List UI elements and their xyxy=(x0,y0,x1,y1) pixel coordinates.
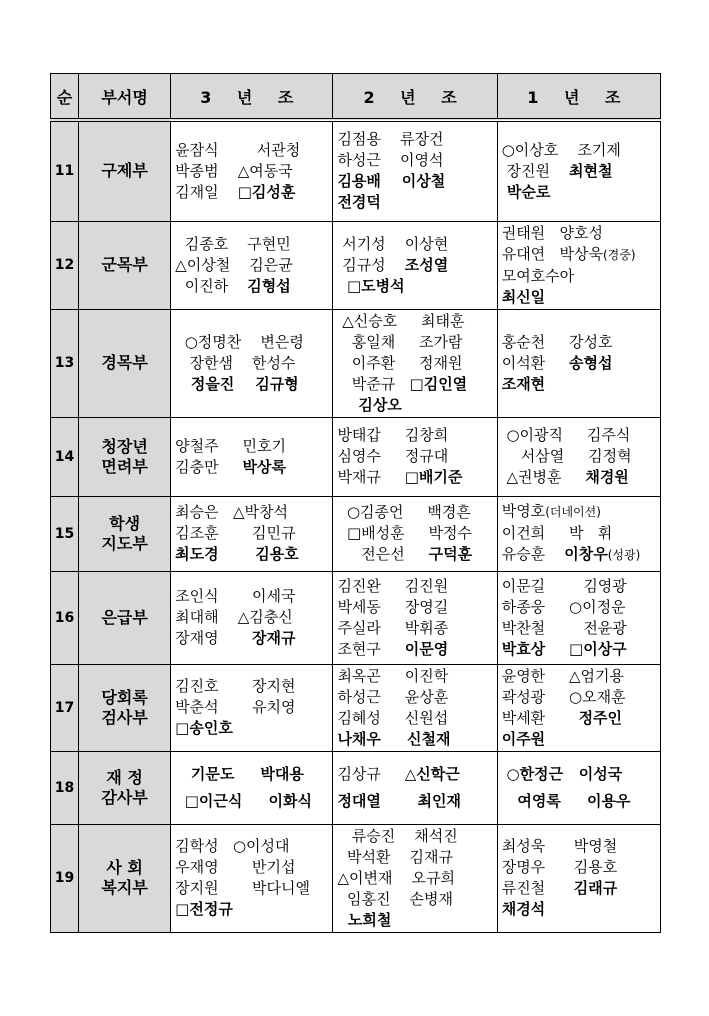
header-number: 순 xyxy=(51,74,79,121)
member-line xyxy=(502,353,660,374)
member-line xyxy=(337,234,496,255)
member-name: 채경석 xyxy=(501,900,546,918)
member-name: 최대해 △김충신 xyxy=(175,608,293,626)
department-name-line: 은급부 xyxy=(101,607,148,627)
member-line xyxy=(502,597,660,618)
department-name xyxy=(79,417,171,496)
member-line xyxy=(502,666,660,687)
member-name: 김성훈 xyxy=(251,182,296,201)
members-y1 xyxy=(497,824,660,932)
member-line xyxy=(337,502,496,523)
member-name: (성광) xyxy=(607,548,641,562)
department-name-line: 감사부 xyxy=(101,787,148,807)
table-row xyxy=(51,751,661,824)
members-y1 xyxy=(497,571,660,664)
member-line xyxy=(337,276,496,297)
member-name: 김종호 구현민 xyxy=(175,234,291,253)
member-name: 유대연 박상욱 xyxy=(501,244,603,263)
member-name: 도병석 xyxy=(361,276,405,295)
member-line xyxy=(502,523,660,544)
member-name: 임홍진 손병재 xyxy=(337,889,453,908)
member-line xyxy=(337,353,496,374)
member-name: 조현구 xyxy=(337,639,405,658)
department-name-line: 구제부 xyxy=(101,161,148,181)
member-name: 여영록 이용우 xyxy=(501,791,631,810)
member-name: 곽성광 ○오재훈 xyxy=(501,687,626,706)
member-line xyxy=(337,129,496,150)
member-name: 장명우 김용호 xyxy=(501,858,618,876)
member-line xyxy=(175,140,332,161)
members-y2 xyxy=(333,824,497,932)
member-line xyxy=(502,140,660,161)
member-name: △권병훈 xyxy=(501,468,586,486)
member-name: 이문영 xyxy=(404,639,449,658)
member-name: 최성욱 박영철 xyxy=(501,837,618,855)
member-line xyxy=(337,467,496,488)
department-name-line: 지도부 xyxy=(101,533,148,553)
row-number: 17 xyxy=(51,664,79,751)
table-row xyxy=(51,120,661,221)
member-name: 류승진 채석진 xyxy=(337,826,458,845)
member-line xyxy=(502,374,660,395)
table-row xyxy=(51,417,661,496)
table-row xyxy=(51,571,661,664)
member-name: □ xyxy=(337,276,362,295)
members-y3 xyxy=(171,309,333,417)
row-number: 16 xyxy=(51,571,79,664)
member-name: 김진완 김진원 xyxy=(337,576,449,595)
member-line xyxy=(337,791,496,812)
member-line xyxy=(502,576,660,597)
member-line xyxy=(337,332,496,353)
member-name: 최옥곤 이진학 xyxy=(337,666,449,685)
member-name: 정대열 최인재 xyxy=(337,791,461,810)
member-name: 신학근 xyxy=(416,764,460,783)
member-line xyxy=(502,708,660,729)
department-name-line: 청장년 xyxy=(101,436,148,456)
member-name: 권태원 양호성 xyxy=(501,223,603,242)
members-y1 xyxy=(497,221,660,309)
member-name: 이주원 xyxy=(501,729,546,748)
member-line xyxy=(175,502,332,523)
member-line xyxy=(175,161,332,182)
member-line xyxy=(175,836,332,857)
member-name: 장지원 박다니엘 xyxy=(175,879,310,897)
header-department: 부서명 xyxy=(79,74,171,121)
member-name: 윤영한 △엄기용 xyxy=(501,666,625,685)
member-name: 김재일 □ xyxy=(175,182,252,201)
member-name: 류진철 xyxy=(501,879,574,897)
member-name: 김상오 xyxy=(337,395,402,414)
member-name: 윤잠식 서관청 xyxy=(175,140,301,159)
table-row xyxy=(51,221,661,309)
member-name: □ xyxy=(545,639,584,658)
member-line xyxy=(175,353,332,374)
member-name: 박찬철 전윤광 xyxy=(501,618,627,637)
row-number: 14 xyxy=(51,417,79,496)
member-name: 최신일 xyxy=(501,287,546,306)
members-y3 xyxy=(171,496,333,571)
member-line xyxy=(502,618,660,639)
member-name: 박석환 김재규 xyxy=(337,847,453,866)
row-number: 11 xyxy=(51,120,79,221)
members-y2 xyxy=(333,571,497,664)
members-y2 xyxy=(333,664,497,751)
member-name: 홍순천 강성호 xyxy=(501,332,613,351)
member-name: 양철주 민호기 xyxy=(175,436,286,455)
member-line xyxy=(502,729,660,750)
department-name-line: 사 회 xyxy=(106,858,143,877)
member-line xyxy=(175,857,332,878)
member-name: 장재영 xyxy=(175,629,253,647)
department-name-line: 경목부 xyxy=(101,353,148,372)
member-name: (더네이션) xyxy=(545,505,601,519)
member-name: 이문길 김영광 xyxy=(501,576,627,595)
member-name: 주실라 박휘종 xyxy=(337,618,449,637)
members-y1 xyxy=(497,309,660,417)
member-name: 조재현 xyxy=(501,374,546,393)
member-line xyxy=(337,446,496,467)
member-line xyxy=(337,847,496,868)
members-y1 xyxy=(497,120,660,221)
table-row xyxy=(51,824,661,932)
member-line xyxy=(337,764,496,785)
member-line xyxy=(502,899,660,920)
members-y1 xyxy=(497,417,660,496)
table-row xyxy=(51,496,661,571)
member-line xyxy=(502,791,660,812)
department-name-line: 면려부 xyxy=(101,456,148,476)
member-line xyxy=(175,255,332,276)
member-name: 전은선 xyxy=(337,545,429,563)
member-name: 하성근 이영석 xyxy=(337,151,444,170)
member-line xyxy=(337,910,496,931)
member-line xyxy=(502,764,660,785)
members-y3 xyxy=(171,417,333,496)
member-line xyxy=(337,523,496,544)
member-line xyxy=(175,764,332,785)
member-line xyxy=(175,791,332,812)
member-name: 김용배 이상철 xyxy=(337,172,446,191)
members-y3 xyxy=(171,120,333,221)
member-line xyxy=(175,374,332,395)
member-name: 박순로 xyxy=(501,182,551,201)
member-name: 김진호 장지현 xyxy=(175,677,296,695)
department-name xyxy=(79,221,171,309)
member-line xyxy=(337,826,496,847)
members-y2 xyxy=(333,120,497,221)
member-name: (경중) xyxy=(602,247,636,262)
member-line xyxy=(502,223,660,244)
member-name: △신승호 최태훈 xyxy=(337,311,465,330)
member-name: 나채우 신철재 xyxy=(337,729,451,748)
member-line xyxy=(337,708,496,729)
row-number: 18 xyxy=(51,751,79,824)
member-line xyxy=(337,171,496,192)
member-line xyxy=(502,467,660,488)
member-line xyxy=(502,544,660,566)
department-name-line: 복지부 xyxy=(101,878,148,897)
member-line xyxy=(337,395,496,416)
members-y3 xyxy=(171,751,333,824)
table-row xyxy=(51,309,661,417)
member-line xyxy=(337,425,496,446)
member-name: 정을진 김규형 xyxy=(175,374,299,393)
member-name: 김조훈 김민규 xyxy=(175,524,296,542)
member-name: 김혜성 신원섭 xyxy=(337,708,449,727)
member-name: 김규성 xyxy=(337,255,405,274)
member-line xyxy=(502,425,660,446)
member-name: 이석환 xyxy=(501,353,570,372)
member-name: 송인호 xyxy=(189,719,233,737)
member-name: 우재영 반기섭 xyxy=(175,858,296,876)
member-name: 김충만 xyxy=(175,457,243,476)
member-line xyxy=(337,618,496,639)
member-name: 김인열 xyxy=(423,374,468,393)
members-y3 xyxy=(171,664,333,751)
member-line xyxy=(502,639,660,660)
department-name xyxy=(79,571,171,664)
member-name: 이진하 xyxy=(175,276,248,295)
member-line xyxy=(337,311,496,332)
members-y2 xyxy=(333,309,497,417)
member-line xyxy=(337,687,496,708)
member-line xyxy=(175,899,332,920)
member-line xyxy=(337,889,496,910)
member-name: 구덕훈 xyxy=(428,545,473,563)
member-name: 하종웅 ○이정운 xyxy=(501,597,626,616)
member-name: □ xyxy=(175,719,190,737)
table-row xyxy=(51,664,661,751)
member-name: 유승훈 xyxy=(501,545,565,563)
members-y3 xyxy=(171,571,333,664)
member-name: △이변재 오규희 xyxy=(337,868,455,887)
member-name: 조인식 이세국 xyxy=(175,587,296,605)
member-line xyxy=(175,718,332,739)
member-name: 장한샘 한성수 xyxy=(175,353,296,372)
member-name: 이상구 xyxy=(583,639,627,658)
department-name-line: 군목부 xyxy=(101,255,148,274)
member-name: 박세동 장영길 xyxy=(337,597,449,616)
members-y2 xyxy=(333,221,497,309)
member-name: ○이광직 김주식 xyxy=(501,426,631,444)
member-name: 박춘석 유치영 xyxy=(175,698,296,716)
member-name: 이주환 정재원 xyxy=(337,353,463,372)
row-number: 15 xyxy=(51,496,79,571)
member-name: 박준규 □ xyxy=(337,374,424,393)
member-name: 박영호 xyxy=(501,502,546,520)
member-name: 하성근 윤상훈 xyxy=(337,687,449,706)
members-y2 xyxy=(333,751,497,824)
member-line xyxy=(502,836,660,857)
department-name xyxy=(79,824,171,932)
member-line xyxy=(337,729,496,750)
member-line xyxy=(175,523,332,544)
member-line xyxy=(502,161,660,182)
member-line xyxy=(175,457,332,478)
member-line xyxy=(337,868,496,889)
member-name: 김형섭 xyxy=(247,276,291,295)
member-line xyxy=(502,182,660,203)
member-line xyxy=(337,576,496,597)
member-name: 최현철 xyxy=(569,161,613,180)
department-name xyxy=(79,751,171,824)
row-number: 13 xyxy=(51,309,79,417)
member-line xyxy=(175,544,332,565)
member-name: 송형섭 xyxy=(569,353,613,372)
member-line xyxy=(502,244,660,266)
member-name: △이상철 김은균 xyxy=(175,255,293,274)
member-line xyxy=(337,544,496,565)
member-line xyxy=(175,182,332,203)
member-name: 김학성 ○이성대 xyxy=(175,837,290,855)
member-line xyxy=(337,192,496,213)
member-line xyxy=(337,597,496,618)
member-name: □ xyxy=(175,900,190,918)
member-name: 김래규 xyxy=(573,879,618,897)
member-name: 김점용 류장건 xyxy=(337,130,444,149)
members-y2 xyxy=(333,496,497,571)
member-line xyxy=(175,878,332,899)
member-line xyxy=(502,332,660,353)
member-line xyxy=(502,501,660,523)
member-line xyxy=(502,878,660,899)
member-name: □ xyxy=(175,791,199,810)
member-name: 기문도 박대용 xyxy=(175,764,304,783)
member-line xyxy=(175,276,332,297)
member-line xyxy=(337,150,496,171)
member-name: 박세환 xyxy=(501,708,579,727)
member-name: 정주인 xyxy=(578,708,623,727)
member-name: 최승은 △박창석 xyxy=(175,503,288,521)
member-line xyxy=(175,586,332,607)
member-name: 전정규 xyxy=(189,900,233,918)
header-year2-group: 2 년 조 xyxy=(333,74,497,121)
member-name: 모여호수아 xyxy=(501,266,575,285)
member-line xyxy=(175,628,332,649)
member-name: 박상록 xyxy=(242,457,286,476)
member-line xyxy=(175,234,332,255)
member-name: 방태갑 김창희 xyxy=(337,426,449,444)
member-name: ○ xyxy=(501,764,520,783)
assignment-table xyxy=(50,73,661,933)
member-line xyxy=(175,676,332,697)
department-name-line: 학생 xyxy=(109,513,141,533)
member-line xyxy=(175,697,332,718)
department-name-line: 재 정 xyxy=(106,767,143,787)
member-name: 박종범 △여동국 xyxy=(175,161,293,180)
member-name: 박재규 □ xyxy=(337,468,419,486)
header-year1-group: 1 년 조 xyxy=(497,74,660,121)
members-y3 xyxy=(171,221,333,309)
member-name: 장진원 xyxy=(501,161,570,180)
department-name xyxy=(79,309,171,417)
member-name: 이건희 박 휘 xyxy=(501,524,613,542)
member-name: 한정근 이성국 xyxy=(519,764,623,783)
members-y1 xyxy=(497,496,660,571)
members-y1 xyxy=(497,751,660,824)
member-line xyxy=(337,255,496,276)
member-line xyxy=(175,607,332,628)
member-name: 전경덕 xyxy=(337,193,381,212)
department-name-line: 당회록 xyxy=(101,687,148,707)
department-name xyxy=(79,120,171,221)
members-y2 xyxy=(333,417,497,496)
member-name: 홍일채 조가람 xyxy=(337,332,463,351)
member-name: 장재규 xyxy=(252,629,296,647)
member-line xyxy=(175,436,332,457)
member-line xyxy=(337,666,496,687)
department-name xyxy=(79,496,171,571)
department-name-line: 검사부 xyxy=(101,707,148,727)
member-name: 심영수 정규대 xyxy=(337,447,449,465)
member-line xyxy=(502,857,660,878)
member-name: 박효상 xyxy=(501,639,546,658)
member-line xyxy=(175,332,332,353)
row-number: 12 xyxy=(51,221,79,309)
member-name: 서기성 이상현 xyxy=(337,234,449,253)
member-name: 최도경 김용호 xyxy=(175,545,299,563)
member-name: ○김종언 백경흔 xyxy=(337,503,471,521)
department-name xyxy=(79,664,171,751)
member-line xyxy=(502,446,660,467)
member-name: 이창우 xyxy=(564,545,608,563)
member-line xyxy=(502,287,660,308)
member-line xyxy=(337,374,496,395)
member-name: 채경원 xyxy=(585,468,629,486)
member-name: 배기준 xyxy=(418,468,463,486)
table-header-row xyxy=(51,74,661,121)
member-name: 서삼열 김정혁 xyxy=(501,447,632,465)
member-name: □배성훈 박정수 xyxy=(337,524,472,542)
member-line xyxy=(502,266,660,287)
member-line xyxy=(337,639,496,660)
member-name: ○정명찬 변은령 xyxy=(175,332,304,351)
member-name: 조성열 xyxy=(404,255,449,274)
row-number: 19 xyxy=(51,824,79,932)
members-y1 xyxy=(497,664,660,751)
member-name: ○이상호 조기제 xyxy=(501,140,621,159)
member-line xyxy=(502,687,660,708)
member-name: 이근식 이화식 xyxy=(198,791,312,810)
member-name: 노희철 xyxy=(337,910,392,929)
member-name: 김상규 △ xyxy=(337,764,417,783)
members-y3 xyxy=(171,824,333,932)
header-year3-group: 3 년 조 xyxy=(171,74,333,121)
